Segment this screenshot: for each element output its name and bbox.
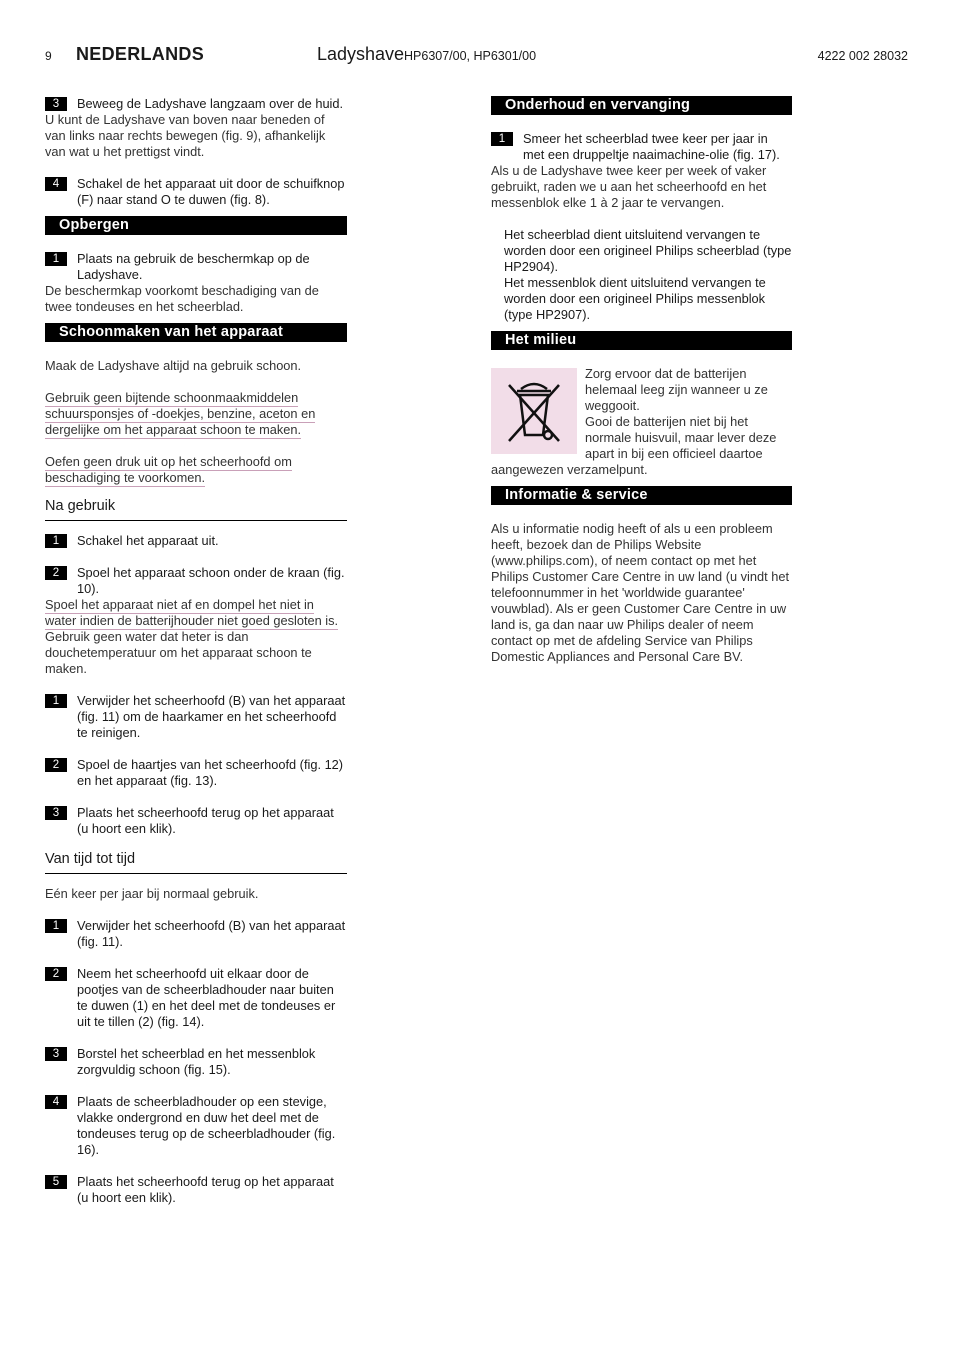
crossed-out-bin-icon [491,368,577,454]
step-item [45,251,347,283]
paragraph: Als u informatie nodig heeft of als u een probleem heeft, bezoek dan de Philips Website (www.philips.com), of neem contact op met het Philips Customer Care Centre in uw land (u vindt het telefoonnummer in het 'worldwide guarantee' vouwblad). Als er geen Customer Care Centre in uw land is, ga dan naar uw Philips dealer of neem contact op met de afdeling Service van Philips Domestic Appliances and Personal Care BV. [491,521,790,664]
step-number: 2 [45,566,67,580]
info-text: Het scheerblad dient uitsluitend vervangen te worden door een origineel Philips scheerblad (type HP2904). [504,227,792,274]
section-heading-schoonmaken: Schoonmaken van het apparaat [45,323,347,342]
step-note: U kunt de Ladyshave van boven naar beneden of van links naar rechts bewegen (fig. 9), afhankelijk van wat u het prettigst vindt. [45,112,326,159]
step-number: 1 [45,919,67,933]
page-number: 9 [45,49,52,63]
warning-underlined: Oefen geen druk uit op het scheerhoofd om beschadiging te voorkomen. [45,454,292,485]
milieu-text: Gooi de batterijen niet bij het normale huisvuil, maar lever deze apart in bij een officieel daartoe aangewezen verzamelpunt. [491,414,777,477]
step-number: 5 [45,1175,67,1189]
step-item [45,693,347,741]
step-number: 1 [45,694,67,708]
step-text: Smeer het scheerblad twee keer per jaar in met een druppeltje naaimachine-olie (fig. 17). [523,131,780,162]
step-text: Neem het scheerhoofd uit elkaar door de pootjes van de scheerbladhouder naar buiten te duwen (1) en het deel met de tondeuses er uit te tillen (2) (fig. 14). [77,966,336,1029]
step-text: Verwijder het scheerhoofd (B) van het apparaat (fig. 11) om de haarkamer en het scheerhoofd te reinigen. [77,693,346,740]
step-number: 3 [45,1047,67,1061]
info-text: Het messenblok dient uitsluitend vervangen te worden door een origineel Philips messenblok (type HP2907). [504,275,766,322]
section-heading-opbergen: Opbergen [45,216,347,235]
step-text: Beweeg de Ladyshave langzaam over de huid. [77,96,344,111]
step-item [45,918,347,950]
step-note: Gebruik geen water dat heter is dan douchetemperatuur om het apparaat schoon te maken. [45,629,312,676]
step-item [45,96,347,112]
milieu-text: Zorg ervoor dat de batterijen helemaal leeg zijn wanneer u ze weggooit. [585,366,768,413]
step-text: Plaats na gebruik de beschermkap op de Ladyshave. [77,251,310,282]
step-number: 1 [491,132,513,146]
step-item [45,757,347,789]
warning-underlined: Gebruik geen bijtende schoonmaakmiddelen schuursponsjes of -doekjes, benzine, aceton en dergelijke om het apparaat schoon te maken. [45,390,316,437]
warning-text [45,390,347,438]
paragraph: Maak de Ladyshave altijd na gebruik schoon. [45,358,302,373]
warning-underlined: Spoel het apparaat niet af en dompel het niet in water indien de batterijhouder niet goed gesloten is. [45,597,339,628]
step-item [45,805,347,837]
subheading-na-gebruik: Na gebruik [45,496,347,521]
right-column [491,96,792,665]
step-text: Borstel het scheerblad en het messenblok zorgvuldig schoon (fig. 15). [77,1046,316,1077]
section-heading-onderhoud: Onderhoud en vervanging [491,96,792,115]
step-text: Plaats het scheerhoofd terug op het apparaat (u hoort een klik). [77,805,334,836]
step-text: Spoel het apparaat schoon onder de kraan (fig. 10). [77,565,345,596]
step-number: 2 [45,967,67,981]
milieu-block [491,366,792,478]
step-note: Als u de Ladyshave twee keer per week of vaker gebruikt, raden we u aan het scheerhoofd en het messenblok elke 1 à 2 jaar te vervangen. [491,163,767,210]
step-text: Spoel de haartjes van het scheerhoofd (fig. 12) en het apparaat (fig. 13). [77,757,344,788]
step-item [45,1046,347,1078]
step-number: 3 [45,97,67,111]
step-number: 4 [45,177,67,191]
step-text: Plaats het scheerhoofd terug op het apparaat (u hoort een klik). [77,1174,334,1205]
warning-text [45,454,347,486]
step-item [491,131,792,163]
paragraph: Eén keer per jaar bij normaal gebruik. [45,886,259,901]
step-number: 2 [45,758,67,772]
section-heading-informatie: Informatie & service [491,486,792,505]
left-column [45,96,347,1206]
model-numbers: HP6307/00, HP6301/00 [404,49,537,63]
step-number: 4 [45,1095,67,1109]
step-text: Verwijder het scheerhoofd (B) van het apparaat (fig. 11). [77,918,346,949]
step-number: 3 [45,806,67,820]
subheading-van-tijd-tot-tijd: Van tijd tot tijd [45,849,347,874]
section-heading-milieu: Het milieu [491,331,792,350]
step-number: 1 [45,252,67,266]
step-item [45,176,347,208]
product-name: Ladyshave [317,44,405,64]
step-item [45,1174,347,1206]
step-item [45,1094,347,1158]
step-item [45,565,347,597]
step-number: 1 [45,534,67,548]
warning-text [45,597,347,629]
step-text: Schakel het apparaat uit. [77,533,219,548]
step-note: De beschermkap voorkomt beschadiging van de twee tondeuses en het scheerblad. [45,283,319,314]
step-text: Plaats de scheerbladhouder op een stevige, vlakke ondergrond en duw het deel met de tondeuses terug op de scheerbladhouder (fig. 16). [77,1094,336,1157]
language-title: NEDERLANDS [76,44,205,64]
step-text: Schakel de het apparaat uit door de schuifknop (F) naar stand O te duwen (fig. 8). [77,176,345,207]
step-item [45,966,347,1030]
document-code: 4222 002 28032 [817,49,908,63]
step-item [45,533,347,549]
